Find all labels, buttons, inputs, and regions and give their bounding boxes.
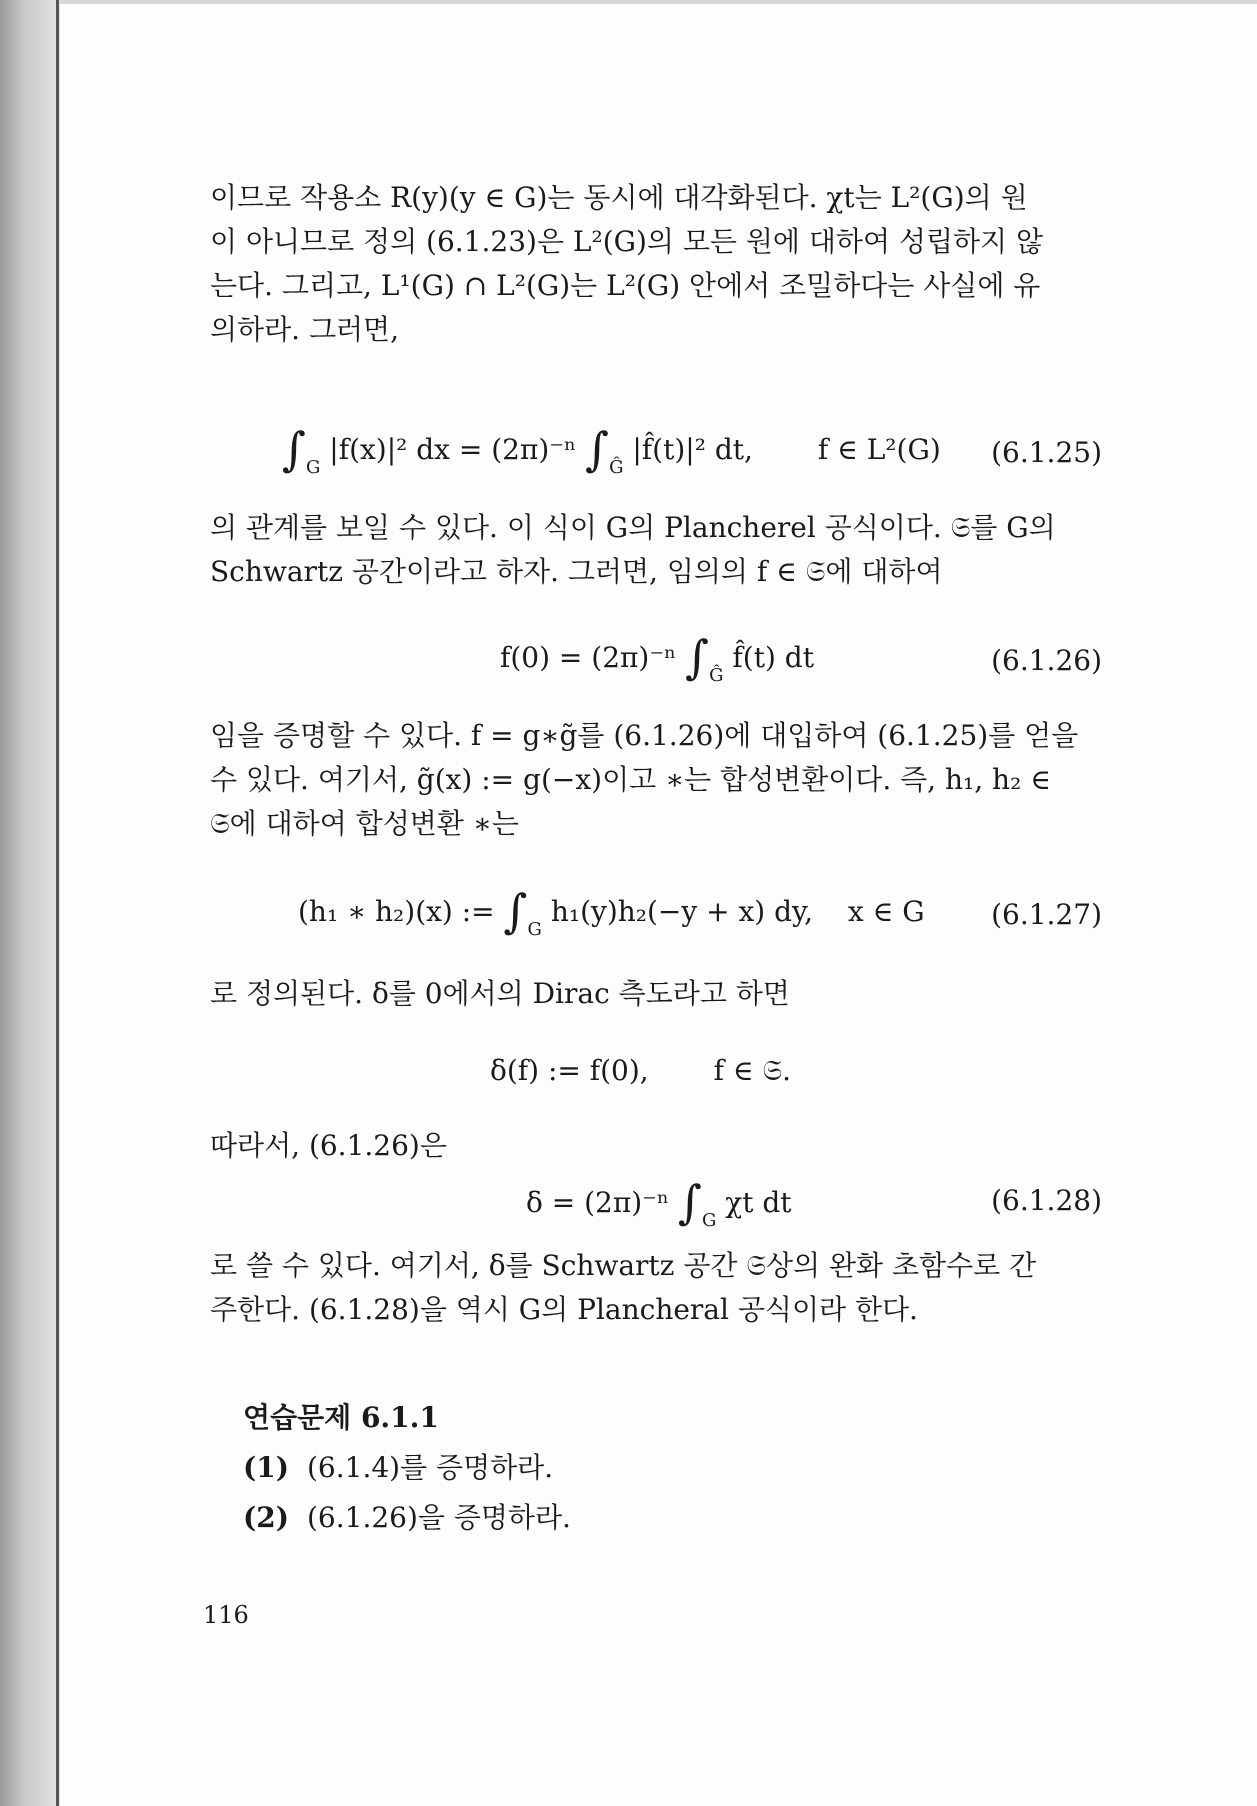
exercise-text: (6.1.26)을 증명하라.	[306, 1501, 571, 1534]
integral-domain: G	[527, 919, 542, 940]
equation-rhs: |f̂(t)|² dt,	[632, 433, 753, 466]
exercise-text: (6.1.4)를 증명하라.	[306, 1451, 554, 1484]
text-line: 이므로 작용소 R(y)(y ∈ G)는 동시에 대각화된다. χt는 L²(G)의 원	[210, 181, 1028, 214]
integral-domain: Ĝ	[709, 665, 724, 686]
paragraph-1	[210, 176, 1160, 352]
text-line: 의하라. 그러면,	[210, 313, 399, 346]
text-line: 임을 증명할 수 있다. f = g∗g̃를 (6.1.26)에 대입하여 (6.1.25)를 얻을	[210, 719, 1079, 752]
text-line: 수 있다. 여기서, g̃(x) := g(−x)이고 ∗는 합성변환이다. 즉, h₁, h₂ ∈	[210, 763, 1051, 796]
integral-sign: ∫	[585, 422, 610, 476]
integral-domain: G	[305, 457, 321, 478]
integral-sign: ∫	[503, 884, 528, 938]
equation-number: (6.1.25)	[991, 436, 1102, 469]
equation-6-1-26	[500, 624, 814, 686]
text-line: 주한다. (6.1.28)을 역시 G의 Plancheral 공식이라 한다.	[210, 1293, 918, 1326]
equation-lhs: f(0) = (2π)⁻ⁿ	[500, 641, 677, 674]
equation-rhs: f̂(t) dt	[732, 641, 814, 674]
equation-condition: f ∈ 𝔖.	[713, 1054, 792, 1087]
book-spine-edge	[0, 0, 60, 1806]
paragraph-2	[210, 506, 1160, 594]
integral-sign: ∫	[282, 422, 306, 476]
equation-dirac-measure	[490, 1054, 791, 1088]
text-line: Schwartz 공간이라고 하자. 그러면, 임의의 f ∈ 𝔖에 대하여	[210, 555, 943, 588]
text-line: 𝔖에 대하여 합성변환 ∗는	[210, 807, 519, 840]
paragraph-5	[210, 1124, 1160, 1168]
equation-rhs: χt dt	[725, 1186, 792, 1219]
integral-domain: Ĝ	[609, 457, 624, 478]
equation-6-1-28	[526, 1169, 792, 1231]
text-line: 따라서, (6.1.26)은	[210, 1129, 447, 1162]
book-page	[60, 4, 1257, 1806]
text-line: 는다. 그리고, L¹(G) ∩ L²(G)는 L²(G) 안에서 조밀하다는 사실에 유	[210, 269, 1041, 302]
integral-domain: G	[701, 1210, 717, 1231]
text-line: 이 아니므로 정의 (6.1.23)은 L²(G)의 모든 원에 대하여 성립하지 않	[210, 225, 1044, 258]
equation-lhs: δ = (2π)⁻ⁿ	[526, 1186, 670, 1219]
exercise-title: 연습문제 6.1.1	[243, 1401, 439, 1434]
equation-condition: x ∈ G	[847, 895, 925, 928]
integral-sign: ∫	[685, 630, 710, 684]
exercise-label: (2)	[243, 1501, 289, 1534]
paragraph-6	[210, 1244, 1160, 1332]
equation-rhs: h₁(y)h₂(−y + x) dy,	[550, 895, 813, 928]
equation-number: (6.1.28)	[991, 1184, 1102, 1217]
equation-number: (6.1.26)	[991, 644, 1102, 677]
equation-lhs: δ(f) := f(0),	[490, 1054, 649, 1087]
text-line: 로 쓸 수 있다. 여기서, δ를 Schwartz 공간 𝔖상의 완화 초함수로 간	[210, 1249, 1037, 1282]
book-edge-line	[56, 0, 59, 1806]
text-line: 의 관계를 보일 수 있다. 이 식이 G의 Plancherel 공식이다. 𝔖를 G의	[210, 511, 1056, 544]
exercise-item	[243, 1446, 553, 1486]
exercise-label: (1)	[243, 1451, 289, 1484]
equation-number: (6.1.27)	[991, 898, 1102, 931]
text-line: 로 정의된다. δ를 0에서의 Dirac 측도라고 하면	[210, 977, 790, 1010]
paragraph-3	[210, 714, 1160, 846]
equation-condition: f ∈ L²(G)	[817, 433, 941, 466]
page-number: 116	[203, 1601, 249, 1629]
equation-lhs: (h₁ ∗ h₂)(x) :=	[298, 895, 495, 928]
equation-6-1-27	[298, 878, 925, 940]
equation-lhs: |f(x)|² dx = (2π)⁻ⁿ	[329, 433, 577, 466]
paragraph-4	[210, 972, 1160, 1016]
integral-sign: ∫	[677, 1175, 702, 1229]
equation-6-1-25	[282, 416, 941, 478]
exercise-item	[243, 1496, 571, 1536]
